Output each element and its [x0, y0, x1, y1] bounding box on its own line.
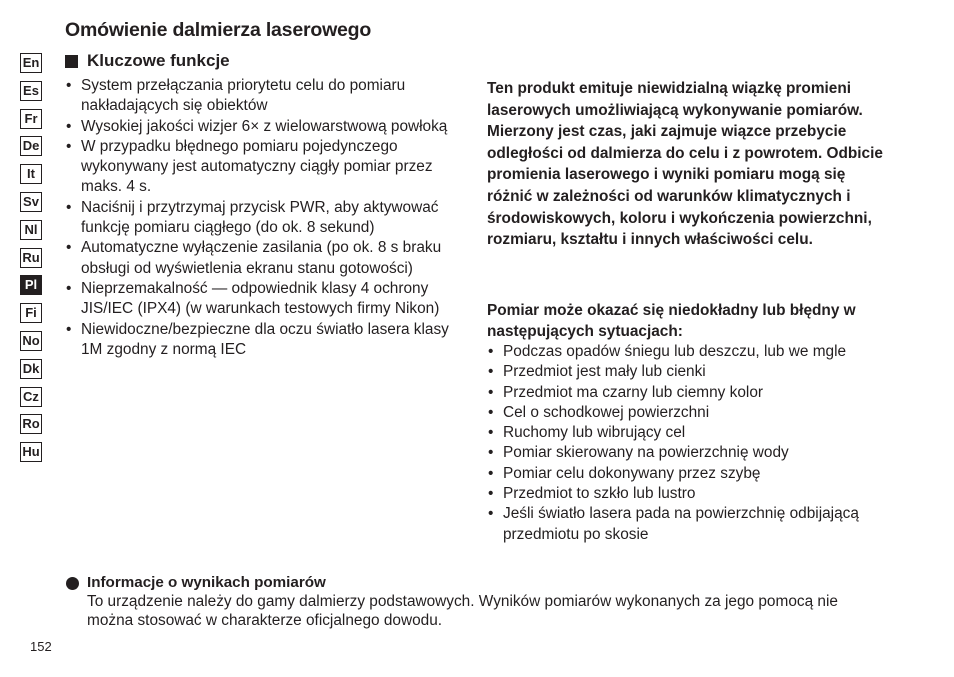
- section-heading: [65, 51, 230, 71]
- language-tab-dk[interactable]: Dk: [20, 359, 42, 379]
- list-item: • W przypadku błędnego pomiaru pojedynczego wykonywany jest automatyczny ciągły pomiar przez maks. 4 s.: [66, 137, 471, 198]
- list-item: • Wysokiej jakości wizjer 6× z wielowarstwową powłoką: [66, 117, 471, 137]
- list-item: • Przedmiot to szkło lub lustro: [488, 484, 888, 504]
- note-body: To urządzenie należy do gamy dalmierzy podstawowych. Wyników pomiarów wykonanych za jego pomocą nie można stosować w charakterze oficjalnego dowodu.: [87, 593, 838, 629]
- language-tab-ro[interactable]: Ro: [20, 414, 42, 434]
- language-tab-es[interactable]: Es: [20, 81, 42, 101]
- list-item: • Przedmiot ma czarny lub ciemny kolor: [488, 383, 888, 403]
- language-tab-fi[interactable]: Fi: [20, 303, 42, 323]
- note-title: Informacje o wynikach pomiarów: [87, 574, 326, 591]
- language-tab-pl[interactable]: Pl: [20, 275, 42, 295]
- list-item: • Naciśnij i przytrzymaj przycisk PWR, aby aktywować funkcję pomiaru ciągłego (do ok. 8 sekund): [66, 198, 471, 239]
- list-item: • Nieprzemakalność — odpowiednik klasy 4 ochrony JIS/IEC (IPX4) (w warunkach testowych firmy Nikon): [66, 279, 471, 320]
- intro-paragraph: Ten produkt emituje niewidzialną wiązkę promieni laserowych umożliwiającą wykonywanie pomiarów. Mierzony jest czas, jaki zajmuje wiązce przebycie odległości od dalmierza do celu i z powrotem. Odbicie promienia laserowego i wyniki pomiaru mogą się różnić w zależności od warunków klimatycznych i środowiskowych, koloru i wykończenia powierzchni, rozmiaru, kształtu i innych właściwości celu.: [487, 80, 883, 249]
- list-item: • Jeśli światło lasera pada na powierzchnię odbijającą przedmiotu po skosie: [488, 504, 888, 545]
- list-item: • Przedmiot jest mały lub cienki: [488, 362, 888, 382]
- bullet-circle-icon: [66, 577, 79, 590]
- language-tab-de[interactable]: De: [20, 136, 42, 156]
- page-title: Omówienie dalmierza laserowego: [65, 19, 372, 41]
- language-tab-it[interactable]: It: [20, 164, 42, 184]
- conditions-list: [488, 342, 888, 545]
- list-item: • Cel o schodkowej powierzchni: [488, 403, 888, 423]
- page-number: 152: [30, 639, 52, 654]
- square-bullet-icon: [65, 55, 78, 68]
- section-heading-label: Kluczowe funkcje: [87, 51, 230, 70]
- language-tab-ru[interactable]: Ru: [20, 248, 42, 268]
- feature-list: [66, 76, 471, 360]
- language-tab-sv[interactable]: Sv: [20, 192, 42, 212]
- language-tab-cz[interactable]: Cz: [20, 387, 42, 407]
- language-tab-fr[interactable]: Fr: [20, 109, 42, 129]
- language-tab-nl[interactable]: Nl: [20, 220, 42, 240]
- list-item: • Podczas opadów śniegu lub deszczu, lub we mgle: [488, 342, 888, 362]
- language-tab-no[interactable]: No: [20, 331, 42, 351]
- conditions-heading: Pomiar może okazać się niedokładny lub błędny w następujących sytuacjach:: [487, 302, 856, 340]
- list-item: • Ruchomy lub wibrujący cel: [488, 423, 888, 443]
- list-item: • Automatyczne wyłączenie zasilania (po ok. 8 s braku obsługi od wyświetlenia ekranu stanu gotowości): [66, 238, 471, 279]
- list-item: • System przełączania priorytetu celu do pomiaru nakładających się obiektów: [66, 76, 471, 117]
- list-item: • Pomiar skierowany na powierzchnię wody: [488, 443, 888, 463]
- list-item: • Pomiar celu dokonywany przez szybę: [488, 464, 888, 484]
- list-item: • Niewidoczne/bezpieczne dla oczu światło lasera klasy 1M zgodny z normą IEC: [66, 320, 471, 361]
- language-tab-hu[interactable]: Hu: [20, 442, 42, 462]
- language-tab-en[interactable]: En: [20, 53, 42, 73]
